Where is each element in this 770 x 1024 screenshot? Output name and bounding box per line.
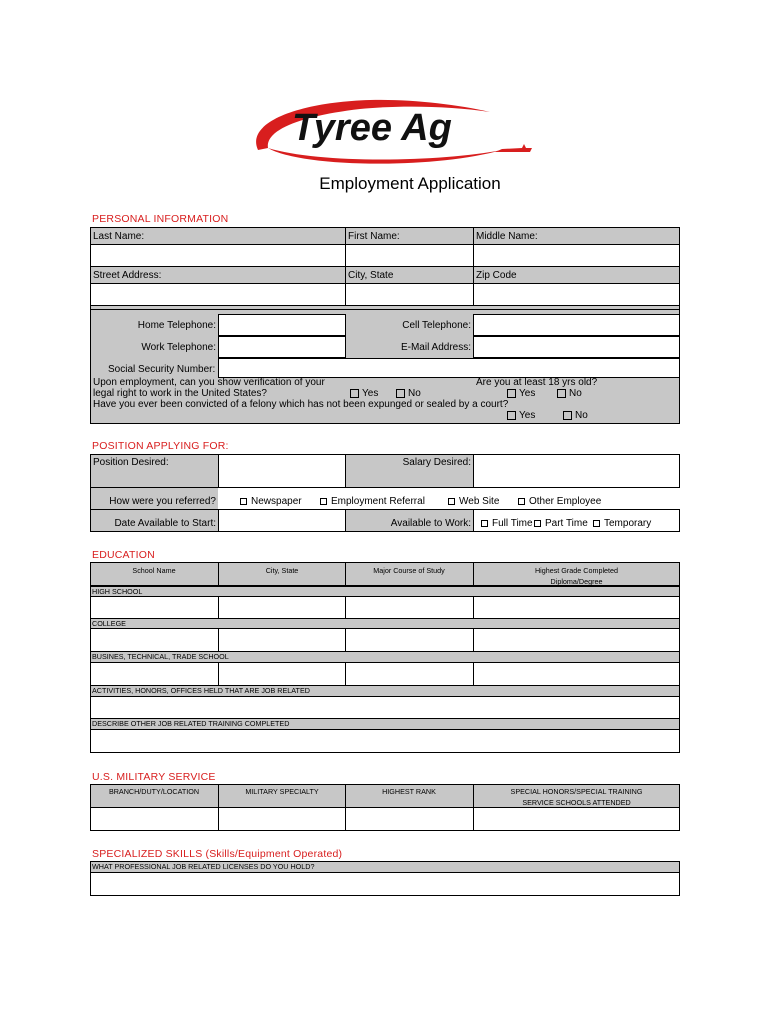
college-school-field[interactable] bbox=[90, 628, 219, 652]
salary-label: Salary Desired: bbox=[402, 457, 471, 468]
home-tel-label: Home Telephone: bbox=[137, 320, 216, 331]
col-honors-line2: SERVICE SCHOOLS ATTENDED bbox=[522, 798, 631, 807]
mil-rank-field[interactable] bbox=[345, 807, 474, 831]
hs-grade-field[interactable] bbox=[473, 596, 680, 619]
first-name-field[interactable] bbox=[345, 244, 474, 267]
referred-label: How were you referred? bbox=[109, 496, 216, 507]
licenses-field[interactable] bbox=[90, 872, 680, 896]
position-heading: POSITION APPLYING FOR: bbox=[92, 440, 229, 452]
high-school-label: HIGH SCHOOL bbox=[92, 587, 143, 596]
college-city-field[interactable] bbox=[218, 628, 346, 652]
ref-newspaper-option[interactable]: Newspaper bbox=[240, 496, 302, 507]
col-grade-line1: Highest Grade Completed bbox=[534, 566, 619, 575]
verify-yes-option[interactable]: Yes bbox=[350, 388, 378, 399]
full-time-option[interactable]: Full Time bbox=[481, 518, 533, 529]
email-label: E-Mail Address: bbox=[400, 342, 471, 353]
bus-school-field[interactable] bbox=[90, 662, 219, 686]
date-available-field[interactable] bbox=[218, 509, 346, 532]
document-title: Employment Application bbox=[319, 174, 501, 193]
verify-question-line2: legal right to work in the United States? bbox=[93, 388, 267, 399]
checkbox-icon bbox=[396, 389, 405, 398]
bus-grade-field[interactable] bbox=[473, 662, 680, 686]
col-honors-line1: SPECIAL HONORS/SPECIAL TRAINING bbox=[510, 787, 643, 796]
cell-tel-label: Cell Telephone: bbox=[402, 320, 471, 331]
checkbox-icon bbox=[320, 498, 327, 505]
bus-city-field[interactable] bbox=[218, 662, 346, 686]
checkbox-icon bbox=[557, 389, 566, 398]
zip-label: Zip Code bbox=[476, 270, 517, 281]
checkbox-icon bbox=[448, 498, 455, 505]
salary-field[interactable] bbox=[473, 454, 680, 488]
felony-question: Have you ever been convicted of a felony which has not been expunged or sealed by a court? bbox=[93, 399, 509, 410]
felony-no-option[interactable]: No bbox=[563, 410, 588, 421]
cell-tel-field[interactable] bbox=[473, 314, 680, 336]
military-heading: U.S. MILITARY SERVICE bbox=[92, 771, 216, 783]
col-grade-line2: Diploma/Degree bbox=[550, 577, 603, 586]
checkbox-icon bbox=[518, 498, 525, 505]
ref-other-employee-option[interactable]: Other Employee bbox=[518, 496, 601, 507]
age-no-option[interactable]: No bbox=[557, 388, 582, 399]
felony-yes-option[interactable]: Yes bbox=[507, 410, 535, 421]
checkbox-icon bbox=[563, 411, 572, 420]
work-tel-label: Work Telephone: bbox=[141, 342, 216, 353]
licenses-label: WHAT PROFESSIONAL JOB RELATED LICENSES DO YOU HOLD? bbox=[92, 862, 315, 871]
checkbox-icon bbox=[481, 520, 488, 527]
checkbox-icon bbox=[350, 389, 359, 398]
email-field[interactable] bbox=[473, 336, 680, 358]
position-desired-label: Position Desired: bbox=[93, 457, 169, 468]
logo-text: Tyree Ag bbox=[292, 107, 452, 149]
training-field[interactable] bbox=[90, 729, 680, 753]
verify-question-line1: Upon employment, can you show verification of your bbox=[93, 377, 325, 388]
home-tel-field[interactable] bbox=[218, 314, 346, 336]
checkbox-icon bbox=[593, 520, 600, 527]
city-state-label: City, State bbox=[348, 270, 394, 281]
col-branch: BRANCH/DUTY/LOCATION bbox=[108, 787, 200, 796]
position-desired-field[interactable] bbox=[218, 454, 346, 488]
work-tel-field[interactable] bbox=[218, 336, 346, 358]
last-name-label: Last Name: bbox=[93, 231, 145, 242]
bus-major-field[interactable] bbox=[345, 662, 474, 686]
street-field[interactable] bbox=[90, 283, 346, 306]
age-yes-option[interactable]: Yes bbox=[507, 388, 535, 399]
business-label: BUSINES, TECHNICAL, TRADE SCHOOL bbox=[92, 652, 229, 661]
first-name-label: First Name: bbox=[348, 231, 400, 242]
activities-label: ACTIVITIES, HONORS, OFFICES HELD THAT ARE JOB RELATED bbox=[92, 686, 310, 695]
ssn-label: Social Security Number: bbox=[108, 364, 216, 375]
college-major-field[interactable] bbox=[345, 628, 474, 652]
middle-name-field[interactable] bbox=[473, 244, 680, 267]
date-available-label: Date Available to Start: bbox=[114, 518, 216, 529]
skills-heading: SPECIALIZED SKILLS (Skills/Equipment Operated) bbox=[92, 848, 343, 860]
city-state-field[interactable] bbox=[345, 283, 474, 306]
training-label: DESCRIBE OTHER JOB RELATED TRAINING COMPLETED bbox=[92, 719, 290, 728]
part-time-option[interactable]: Part Time bbox=[534, 518, 588, 529]
age-question: Are you at least 18 yrs old? bbox=[476, 377, 598, 388]
col-school-name: School Name bbox=[132, 566, 176, 575]
college-grade-field[interactable] bbox=[473, 628, 680, 652]
checkbox-icon bbox=[240, 498, 247, 505]
activities-field[interactable] bbox=[90, 696, 680, 719]
ref-employment-referral-option[interactable]: Employment Referral bbox=[320, 496, 425, 507]
checkbox-icon bbox=[507, 411, 516, 420]
mil-honors-field[interactable] bbox=[473, 807, 680, 831]
mil-specialty-field[interactable] bbox=[218, 807, 346, 831]
col-specialty: MILITARY SPECIALTY bbox=[245, 787, 319, 796]
col-major: Major Course of Study bbox=[373, 566, 445, 575]
hs-major-field[interactable] bbox=[345, 596, 474, 619]
available-work-label: Available to Work: bbox=[390, 518, 471, 529]
college-label: COLLEGE bbox=[92, 619, 126, 628]
col-rank: HIGHEST RANK bbox=[382, 787, 436, 796]
zip-field[interactable] bbox=[473, 283, 680, 306]
hs-city-field[interactable] bbox=[218, 596, 346, 619]
ref-website-option[interactable]: Web Site bbox=[448, 496, 499, 507]
mil-branch-field[interactable] bbox=[90, 807, 219, 831]
last-name-field[interactable] bbox=[90, 244, 346, 267]
street-label: Street Address: bbox=[93, 270, 162, 281]
checkbox-icon bbox=[507, 389, 516, 398]
hs-school-field[interactable] bbox=[90, 596, 219, 619]
education-heading: EDUCATION bbox=[92, 549, 155, 561]
personal-heading: PERSONAL INFORMATION bbox=[92, 213, 229, 225]
company-logo bbox=[240, 92, 540, 172]
ssn-field[interactable] bbox=[218, 358, 680, 378]
middle-name-label: Middle Name: bbox=[476, 231, 538, 242]
col-city-state: City, State bbox=[265, 566, 299, 575]
checkbox-icon bbox=[534, 520, 541, 527]
verify-no-option[interactable]: No bbox=[396, 388, 421, 399]
temporary-option[interactable]: Temporary bbox=[593, 518, 651, 529]
